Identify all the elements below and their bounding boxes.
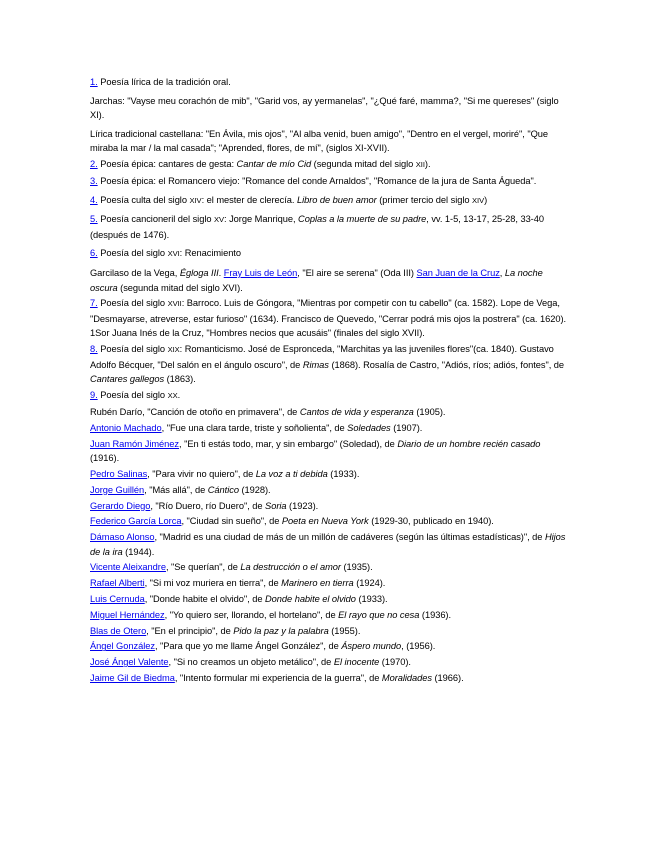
poet-entry [90, 499, 568, 514]
section-text: Poesía del siglo [97, 248, 168, 259]
section-text: , "El aire se serena" (Oda III) [297, 267, 417, 278]
section-7 [90, 296, 568, 341]
century: XVII [167, 299, 182, 309]
poem-text: , "Si mi voz muriera en tierra", de [144, 578, 282, 589]
poet-link[interactable]: Rafael Alberti [90, 578, 145, 589]
poet-link[interactable]: Miguel Hernández [90, 609, 165, 620]
poet-link[interactable]: Vicente Aleixandre [90, 562, 166, 573]
section-link-8[interactable]: 8. [90, 344, 98, 355]
poet-link[interactable]: Luis Cernuda [90, 594, 145, 604]
section-link-1[interactable]: 1. [90, 77, 98, 87]
poet-link-fray-luis[interactable]: Fray Luis de León [223, 267, 298, 278]
century: XVI [167, 249, 180, 259]
section-link-6[interactable]: 6. [90, 248, 98, 259]
poem-text: , "Ciudad sin sueño", de [181, 516, 282, 527]
work-title: Donde habite el olvido [265, 594, 356, 604]
section-text: Poesía culta del siglo [97, 194, 190, 205]
poet-list [90, 421, 568, 686]
poem-date: (1944). [122, 546, 155, 557]
section-text: (1868). Rosalía de Castro, "Adiós, ríos; adiós, fontes", de [328, 359, 565, 370]
poet-link[interactable]: Blas de Otero [90, 625, 147, 636]
poem-text: , "Intento formular mi experiencia de la guerra", de [174, 672, 382, 683]
poem-date: (1933). [355, 594, 388, 604]
section-text: ) [484, 194, 488, 205]
section-text: (segunda mitad del siglo XVI). [117, 282, 243, 293]
work-title: Pido la paz y la palabra [233, 625, 329, 636]
poem-date: (1936). [419, 609, 452, 620]
poet-link-san-juan[interactable]: San Juan de la Cruz [416, 267, 500, 278]
poet-entry [90, 483, 568, 498]
work-title: Cantos de vida y esperanza [299, 407, 414, 417]
poem-date: (1923). [286, 500, 319, 511]
section-text: (1905). [413, 407, 446, 417]
section-link-7[interactable]: 7. [90, 298, 98, 309]
poet-entry [90, 576, 568, 591]
poet-entry [90, 560, 568, 575]
section-1 [90, 75, 568, 90]
section-9 [90, 388, 568, 404]
section-3 [90, 174, 568, 189]
work-title: Hijos de la ira [90, 532, 566, 557]
section-text: : Romanticismo. José de Espronceda, "Marchitas ya las juveniles flores"(ca. 1840). Gustavo Adolfo Bécquer, "Del salón en el ángulo oscuro", de [90, 344, 554, 370]
poet-link[interactable]: Jorge Guillén [90, 484, 145, 495]
poet-entry [90, 514, 568, 529]
poet-entry [90, 592, 568, 607]
section-2 [90, 157, 568, 173]
poem-text: , "En el principio", de [146, 625, 234, 636]
lirica-castellana-paragraph: Lírica tradicional castellana: "En Ávila, mis ojos", "Al alba venid, buen amigo", "Dentro en el vergel, moriré", "Que miraba la mar / la mal casada"; "Aprended, flores, de mí", (siglos XI-XVII). [90, 128, 549, 154]
poem-date: (1966). [431, 672, 464, 683]
section-6 [90, 246, 568, 262]
poet-entry [90, 671, 568, 686]
poet-entry [90, 421, 568, 436]
document-body [90, 75, 568, 687]
work-title: Cantares gallegos [90, 374, 165, 385]
work-title: Moralidades [381, 672, 432, 683]
work-title: Diario de un hombre recién casado [397, 438, 541, 449]
poem-date: , (1956). [401, 641, 436, 652]
section-text: Poesía épica: el Romancero viejo: "Romance del conde Arnaldos", "Romance de la jura de Santa Águeda". [97, 175, 537, 186]
poem-date: (1907). [390, 422, 423, 433]
section-text: (1863). [164, 374, 196, 385]
poem-text: , "Donde habite el olvido", de [144, 594, 266, 604]
work-title: El rayo que no cesa [338, 609, 420, 620]
section-link-3[interactable]: 3. [90, 175, 98, 186]
section-text: Poesía épica: cantares de gesta: [97, 159, 237, 170]
poem-date: (1928). [238, 484, 271, 495]
section-text: Poesía cancioneril del siglo [97, 214, 214, 225]
section-text: : el mester de clerecía. [201, 194, 297, 205]
poet-link[interactable]: Dámaso Alonso [90, 532, 155, 543]
poem-date: (1935). [340, 562, 373, 573]
poet-link[interactable]: José Ángel Valente [90, 657, 169, 668]
section-text: : Renacimiento [179, 248, 241, 259]
work-title: Áspero mundo [341, 641, 402, 652]
work-title: Soria [265, 500, 287, 511]
poet-entry [90, 655, 568, 670]
work-title: El inocente [333, 657, 380, 668]
section-text: : Barroco. Luis de Góngora, "Mientras por competir con tu cabello" (ca. 1582). Lope de Vega, "Desmayarse, atreverse, estar furioso" (1634). Francisco de Quevedo, "Cerrar podrá mis ojos la postrera" (ca. 1620). 1Sor Juana Inés de la Cruz, "Hombres necios que acusáis" (finales del siglo XVII). [90, 298, 567, 339]
poem-text: , "Madrid es una ciudad de más de un millón de cadáveres (según las últimas estadísticas)", de [154, 532, 545, 543]
poem-text: , "Para que yo me llame Ángel González", de [154, 641, 342, 652]
poem-date: (1916). [90, 453, 120, 464]
section-5 [90, 212, 568, 242]
work-title: Marinero en tierra [281, 578, 354, 589]
section-text: Poesía del siglo [97, 298, 168, 309]
section-text: . [177, 390, 181, 401]
century: XV [213, 215, 225, 225]
work-title: Égloga III [179, 267, 219, 278]
poem-date: (1970). [379, 657, 411, 668]
work-title: La noche oscura [90, 267, 543, 293]
poet-link[interactable]: Juan Ramón Jiménez [90, 438, 180, 449]
poet-link[interactable]: Ángel González [90, 641, 155, 652]
poem-date: (1933). [327, 468, 360, 479]
century: XIX [167, 345, 180, 355]
section-link-5[interactable]: 5. [90, 214, 98, 225]
work-title: Coplas a la muerte de su padre [298, 214, 427, 225]
century: XIV [472, 195, 485, 205]
dario-paragraph [90, 405, 568, 420]
poem-date: (1955). [328, 625, 361, 636]
section-text: Poesía del siglo [97, 344, 168, 355]
poem-text: , "En ti estás todo, mar, y sin embargo" (Soledad), de [179, 438, 398, 449]
poet-link[interactable]: Pedro Salinas [90, 468, 148, 479]
renacimiento-paragraph [90, 266, 568, 295]
poem-text: , "Para vivir no quiero", de [147, 468, 256, 479]
work-title: Libro de buen amor [296, 194, 377, 205]
poet-link[interactable]: Gerardo Diego [90, 500, 151, 511]
section-text: , vv. 1-5, 13-17, 25-28, 33-40 (después de 1476). [90, 214, 544, 240]
section-text: (primer tercio del siglo [376, 194, 473, 205]
poem-text: , "Fue una clara tarde, triste y soñolienta", de [161, 422, 348, 433]
section-text: . [218, 267, 224, 278]
section-link-2[interactable]: 2. [90, 159, 98, 170]
poet-link[interactable]: Antonio Machado [90, 422, 162, 433]
work-title: Cántico [207, 484, 239, 495]
century: XX [167, 391, 178, 401]
work-title: Cantar de mío Cid [236, 159, 312, 170]
section-text: ). [424, 159, 431, 170]
poem-date: (1929-30, publicado en 1940). [368, 516, 494, 527]
poem-text: , "Se querían", de [165, 562, 241, 573]
work-title: Poeta en Nueva York [281, 516, 369, 527]
poet-link[interactable]: Federico García Lorca [90, 516, 182, 527]
century: XIV [189, 195, 202, 205]
poet-entry [90, 437, 568, 466]
poem-text: , "Más allá", de [144, 484, 208, 495]
poet-entry [90, 639, 568, 654]
poet-entry [90, 467, 568, 482]
poem-text: , "Yo quiero ser, llorando, el hortelano", de [164, 609, 339, 620]
work-title: Soledades [347, 422, 391, 433]
work-title: La voz a ti debida [255, 468, 328, 479]
century: XII [415, 160, 425, 170]
section-text: (segunda mitad del siglo [311, 159, 416, 170]
work-title: La destrucción o el amor [240, 562, 341, 573]
poet-link[interactable]: Jaime Gil de Biedma [90, 672, 175, 683]
section-text: , [499, 267, 505, 278]
poem-date: (1924). [353, 578, 386, 589]
poet-entry [90, 530, 568, 559]
section-8 [90, 342, 568, 387]
section-text: Garcilaso de la Vega, [90, 267, 180, 278]
section-4 [90, 193, 568, 209]
work-title: Rimas [302, 359, 329, 370]
poet-entry [90, 624, 568, 639]
poem-text: , "Río Duero, río Duero", de [150, 500, 266, 511]
section-text: Rubén Darío, "Canción de otoño en primavera", de [90, 407, 300, 417]
section-link-4[interactable]: 4. [90, 194, 98, 205]
section-text: : Jorge Manrique, [224, 214, 299, 225]
section-title: Poesía lírica de la tradición oral. [97, 77, 231, 87]
poet-entry [90, 608, 568, 623]
poem-text: , "Si no creamos un objeto metálico", de [168, 657, 334, 668]
jarchas-paragraph: Jarchas: "Vayse meu corachón de mib", "Garid vos, ay yermanelas", "¿Qué faré, mamma?, "Si me quereses" (siglo XI). [90, 95, 559, 121]
section-link-9[interactable]: 9. [90, 390, 98, 401]
section-text: Poesía del siglo [97, 390, 168, 401]
